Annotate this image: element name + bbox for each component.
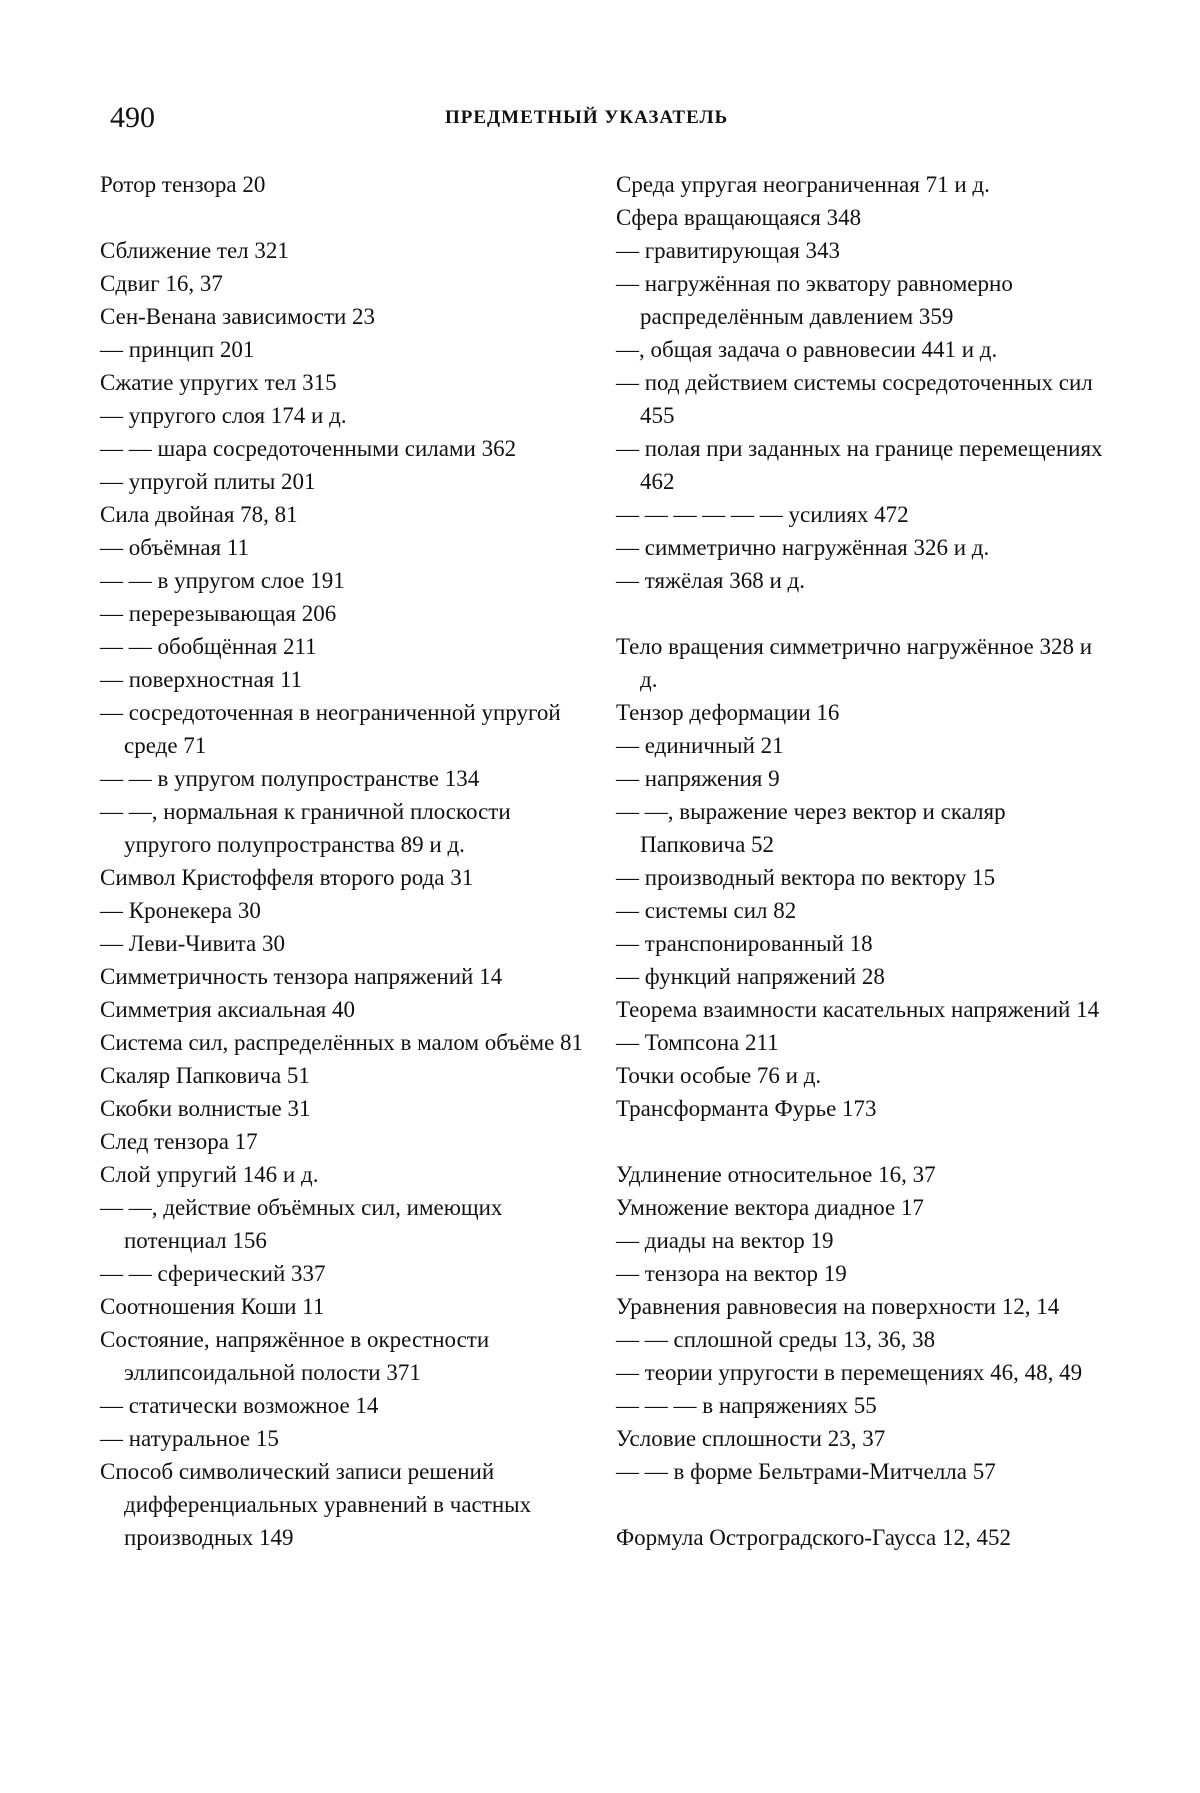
index-entry: Уравнения равновесия на поверхности 12, 14: [616, 1294, 1060, 1319]
page-number: 490: [110, 101, 155, 134]
index-entry: Трансформанта Фурье 173: [616, 1096, 877, 1121]
index-entry: — упругого слоя 174 и д.: [100, 403, 347, 428]
index-entry: — Кронекера 30: [100, 898, 261, 923]
index-entry: — — в упругом слое 191: [100, 568, 345, 593]
index-entry: — — сплошной среды 13, 36, 38: [616, 1327, 936, 1352]
index-entry: — транспонированный 18: [616, 931, 873, 956]
index-entry: Сжатие упругих тел 315: [100, 370, 337, 395]
index-entry: След тензора 17: [100, 1129, 258, 1154]
index-entry: Симметрия аксиальная 40: [100, 997, 355, 1022]
index-entry: Сближение тел 321: [100, 238, 289, 263]
index-entry: — — — в напряжениях 55: [616, 1393, 877, 1418]
index-entry: Состояние, напряжённое в окрестности эллипсоидальной полости 371: [100, 1327, 490, 1385]
index-entry: Умножение вектора диадное 17: [616, 1195, 924, 1220]
index-entry: Слой упругий 146 и д.: [100, 1162, 319, 1187]
index-entry: — упругой плиты 201: [100, 469, 316, 494]
index-entry: Формула Остроградского-Гаусса 12, 452: [616, 1525, 1011, 1550]
index-entry: — диады на вектор 19: [616, 1228, 834, 1253]
index-column-right: [616, 168, 1106, 1554]
index-entry: — — обобщённая 211: [100, 634, 317, 659]
index-entry: Симметричность тензора напряжений 14: [100, 964, 503, 989]
index-entry: — под действием системы сосредоточенных сил 455: [616, 370, 1093, 428]
index-entry: Скобки волнистые 31: [100, 1096, 311, 1121]
index-entry: — — в упругом полупространстве 134: [100, 766, 480, 791]
index-entry: Тело вращения симметрично нагружённое 328 и д.: [616, 634, 1093, 692]
index-entry: — принцип 201: [100, 337, 255, 362]
index-entry: — поверхностная 11: [100, 667, 303, 692]
index-entry: — натуральное 15: [100, 1426, 279, 1451]
index-entry: — гравитирующая 343: [616, 238, 841, 263]
index-entry: Соотношения Коши 11: [100, 1294, 325, 1319]
section-gap: [616, 1125, 1106, 1158]
index-entry: Скаляр Папковича 51: [100, 1063, 310, 1088]
running-head: ПРЕДМЕТНЫЙ УКАЗАТЕЛЬ: [445, 107, 729, 128]
index-entry: — — в форме Бельтрами-Митчелла 57: [616, 1459, 996, 1484]
index-entry: Сфера вращающаяся 348: [616, 205, 862, 230]
index-entry: — — — — — — усилиях 472: [616, 502, 909, 527]
index-entry: — функций напряжений 28: [616, 964, 885, 989]
index-entry: — Леви-Чивита 30: [100, 931, 285, 956]
index-entry: — перерезывающая 206: [100, 601, 337, 626]
index-entry: — единичный 21: [616, 733, 784, 758]
index-entry: Система сил, распределённых в малом объёме 81: [100, 1030, 584, 1055]
index-entry: — производный вектора по вектору 15: [616, 865, 996, 890]
index-entry: — — сферический 337: [100, 1261, 326, 1286]
index-entry: — теории упругости в перемещениях 46, 48, 49: [616, 1360, 1083, 1385]
index-entry: — системы сил 82: [616, 898, 797, 923]
section-gap: [616, 597, 1106, 630]
index-entry: Среда упругая неограниченная 71 и д.: [616, 172, 990, 197]
index-entry: — статически возможное 14: [100, 1393, 379, 1418]
index-entry: —, общая задача о равновесии 441 и д.: [616, 337, 998, 362]
index-entry: Теорема взаимности касательных напряжений 14: [616, 997, 1100, 1022]
index-entry: Способ символический записи решений дифференциальных уравнений в частных производных 149: [100, 1459, 532, 1550]
section-gap: [616, 1488, 1106, 1521]
index-entry: — Томпсона 211: [616, 1030, 779, 1055]
index-entry: — напряжения 9: [616, 766, 780, 791]
index-entry: Сила двойная 78, 81: [100, 502, 298, 527]
index-entry: Сен-Венана зависимости 23: [100, 304, 376, 329]
index-entry: — полая при заданных на границе перемещениях 462: [616, 436, 1103, 494]
index-column-left: [100, 168, 590, 1554]
index-entry: — сосредоточенная в неограниченной упругой среде 71: [100, 700, 561, 758]
index-entry: Условие сплошности 23, 37: [616, 1426, 886, 1451]
index-entry: — тяжёлая 368 и д.: [616, 568, 805, 593]
section-gap: [100, 201, 590, 234]
index-entry: — —, действие объёмных сил, имеющих потенциал 156: [100, 1195, 503, 1253]
index-entry: Символ Кристоффеля второго рода 31: [100, 865, 474, 890]
index-entry: — нагружённая по экватору равномерно распределённым давлением 359: [616, 271, 1013, 329]
index-entry: Тензор деформации 16: [616, 700, 840, 725]
index-entry: Сдвиг 16, 37: [100, 271, 223, 296]
index-entry: — тензора на вектор 19: [616, 1261, 847, 1286]
index-entry: Ротор тензора 20: [100, 172, 266, 197]
index-entry: Точки особые 76 и д.: [616, 1063, 822, 1088]
index-entry: Удлинение относительное 16, 37: [616, 1162, 936, 1187]
index-entry: — —, выражение через вектор и скаляр Папковича 52: [616, 799, 1006, 857]
index-entry: — симметрично нагружённая 326 и д.: [616, 535, 990, 560]
index-entry: — объёмная 11: [100, 535, 250, 560]
index-entry: — — шара сосредоточенными силами 362: [100, 436, 517, 461]
index-entry: — —, нормальная к граничной плоскости упругого полупространства 89 и д.: [100, 799, 511, 857]
